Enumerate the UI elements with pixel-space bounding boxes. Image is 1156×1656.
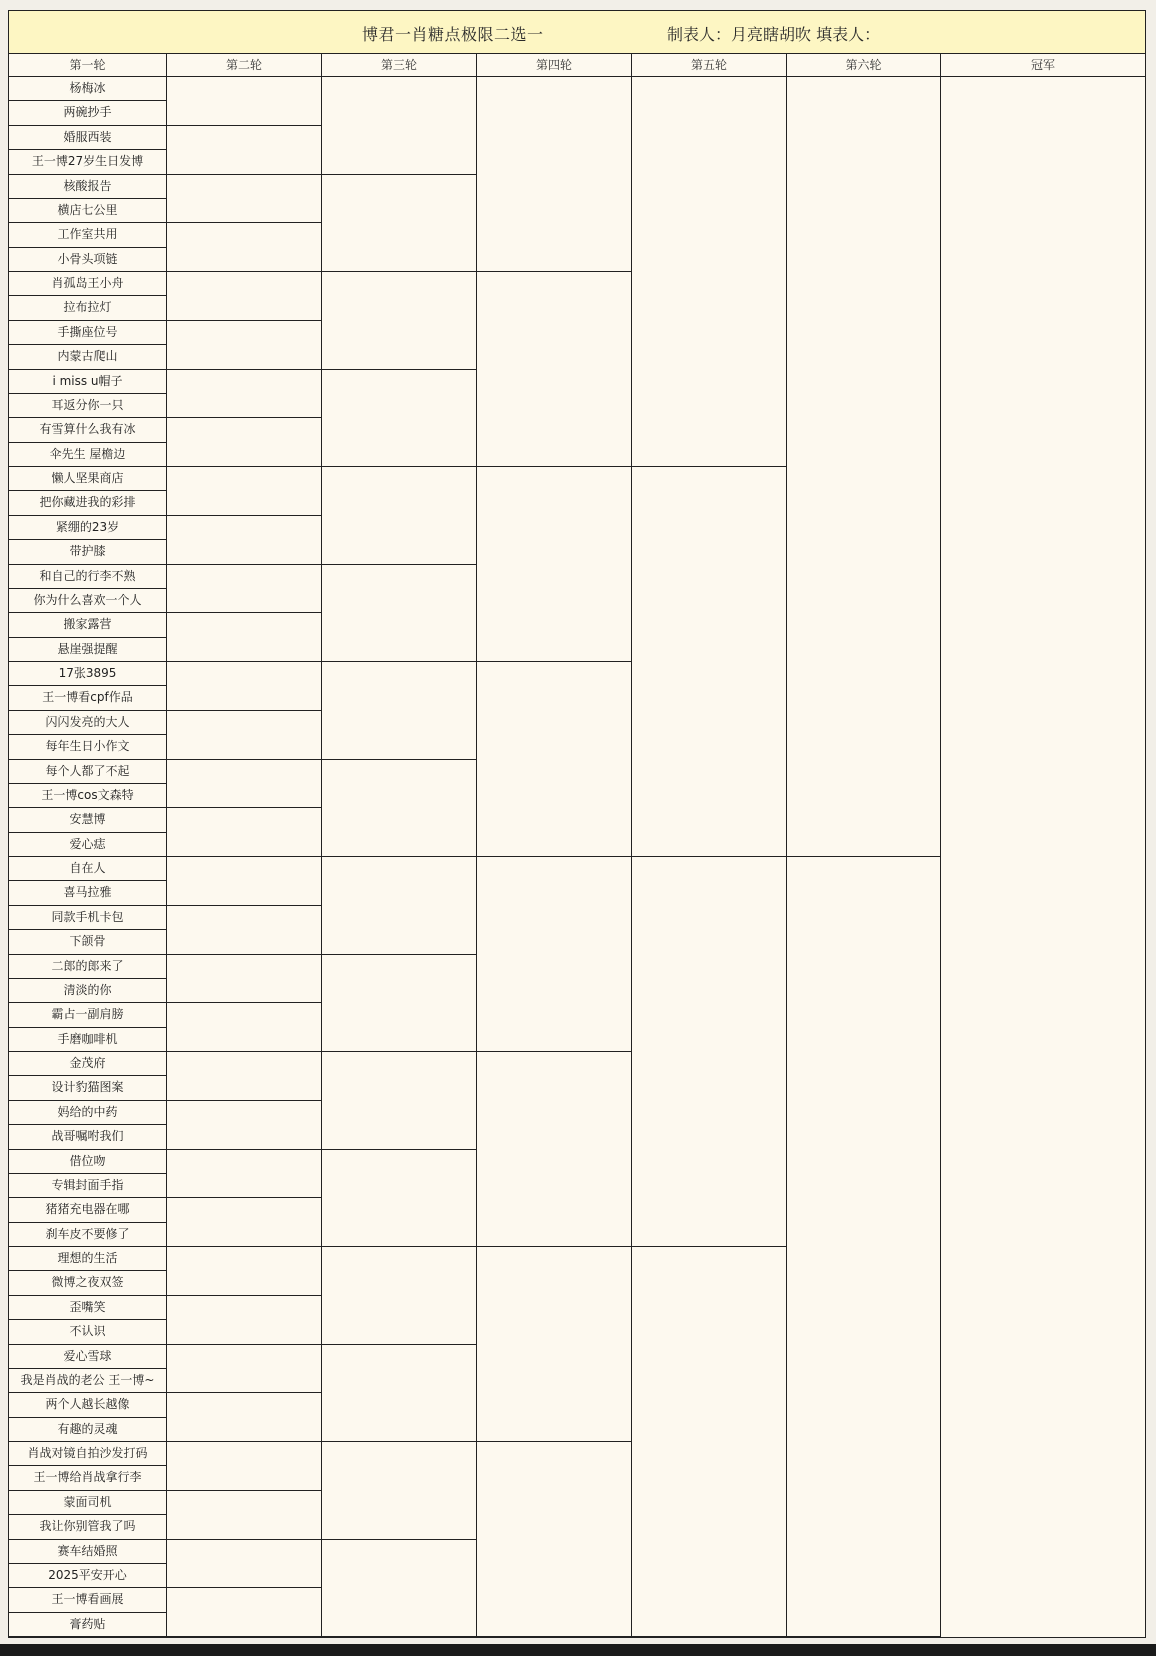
round-header-row: [9, 54, 1145, 77]
entry-cell: 战哥嘱咐我们: [9, 1125, 167, 1149]
round-5-cell[interactable]: [632, 467, 787, 857]
entry-cell: 核酸报告: [9, 175, 167, 199]
sheet-credits: 制表人：月亮瞎胡吹 填表人：: [667, 25, 881, 44]
round-4-cell[interactable]: [477, 857, 632, 1052]
round-3-cell[interactable]: [322, 955, 477, 1053]
round-5-cell[interactable]: [632, 77, 787, 467]
round-2-cell[interactable]: [167, 1247, 322, 1296]
entry-cell: 清淡的你: [9, 979, 167, 1003]
entry-cell: 每个人都了不起: [9, 760, 167, 784]
round-4-cell[interactable]: [477, 662, 632, 857]
entry-cell: 每年生日小作文: [9, 735, 167, 759]
entry-cell: 二郎的郎来了: [9, 955, 167, 979]
round-4-cell[interactable]: [477, 467, 632, 662]
round-2-cell[interactable]: [167, 272, 322, 321]
round-2-cell[interactable]: [167, 1296, 322, 1345]
round-3-cell[interactable]: [322, 1052, 477, 1150]
entry-cell: 我让你别管我了吗: [9, 1515, 167, 1539]
round-2-cell[interactable]: [167, 955, 322, 1004]
bracket-grid: [9, 77, 1145, 1637]
round-2-cell[interactable]: [167, 760, 322, 809]
entry-cell: 王一博27岁生日发博: [9, 150, 167, 174]
entry-cell: 爱心痣: [9, 833, 167, 857]
round-2-cell[interactable]: [167, 126, 322, 175]
entry-cell: 耳返分你一只: [9, 394, 167, 418]
entry-cell: 工作室共用: [9, 223, 167, 247]
entry-cell: 霸占一副肩膀: [9, 1003, 167, 1027]
entry-cell: 赛车结婚照: [9, 1540, 167, 1564]
entry-cell: 借位吻: [9, 1150, 167, 1174]
entry-cell: 自在人: [9, 857, 167, 881]
round-2-cell[interactable]: [167, 906, 322, 955]
entry-cell: 有趣的灵魂: [9, 1418, 167, 1442]
round-2-cell[interactable]: [167, 565, 322, 614]
round-4-cell[interactable]: [477, 77, 632, 272]
round-3-cell[interactable]: [322, 565, 477, 663]
round-3-cell[interactable]: [322, 175, 477, 273]
title-bar: [9, 11, 1145, 54]
entry-cell: 杨梅冰: [9, 77, 167, 101]
round-header-2: 第二轮: [167, 54, 322, 76]
entry-cell: 妈给的中药: [9, 1101, 167, 1125]
round-4-cell[interactable]: [477, 272, 632, 467]
round-6-cell[interactable]: [787, 857, 941, 1637]
entry-cell: 把你藏进我的彩排: [9, 491, 167, 515]
round-3-cell[interactable]: [322, 1150, 477, 1248]
entry-cell: 悬崖强提醒: [9, 638, 167, 662]
entry-cell: 喜马拉雅: [9, 881, 167, 905]
entry-cell: 我是肖战的老公 王一博~: [9, 1369, 167, 1393]
entry-cell: 两碗抄手: [9, 101, 167, 125]
entry-cell: 膏药贴: [9, 1613, 167, 1637]
round-5-cell[interactable]: [632, 857, 787, 1247]
sheet-title: 博君一肖糖点极限二选一: [362, 25, 544, 44]
entry-cell: 有雪算什么我有冰: [9, 418, 167, 442]
entry-cell: 肖孤岛王小舟: [9, 272, 167, 296]
round-2-cell[interactable]: [167, 1198, 322, 1247]
round-2-cell[interactable]: [167, 1003, 322, 1052]
round-3-cell[interactable]: [322, 370, 477, 468]
round-6-cell[interactable]: [787, 77, 941, 857]
entry-cell: 带护膝: [9, 540, 167, 564]
round-4-cell[interactable]: [477, 1052, 632, 1247]
entry-cell: 下颌骨: [9, 930, 167, 954]
round-3-cell[interactable]: [322, 1247, 477, 1345]
entry-cell: 2025平安开心: [9, 1564, 167, 1588]
entry-cell: 金茂府: [9, 1052, 167, 1076]
entry-cell: 歪嘴笑: [9, 1296, 167, 1320]
round-header-1: 第一轮: [9, 54, 167, 76]
entry-cell: 两个人越长越像: [9, 1393, 167, 1417]
entry-cell: 紧绷的23岁: [9, 516, 167, 540]
entry-cell: 专辑封面手指: [9, 1174, 167, 1198]
round-2-cell[interactable]: [167, 613, 322, 662]
round-2-cell[interactable]: [167, 857, 322, 906]
round-2-cell[interactable]: [167, 1345, 322, 1394]
bracket-sheet: [8, 10, 1146, 1638]
entry-cell: 小骨头项链: [9, 248, 167, 272]
round-2-cell[interactable]: [167, 1588, 322, 1637]
entry-cell: 王一博看cpf作品: [9, 686, 167, 710]
round-2-cell[interactable]: [167, 77, 322, 126]
entry-cell: 横店七公里: [9, 199, 167, 223]
round-3-cell[interactable]: [322, 1442, 477, 1540]
entry-cell: 王一博cos文森特: [9, 784, 167, 808]
round-header-7: 冠军: [1030, 58, 1055, 72]
entry-cell: 手撕座位号: [9, 321, 167, 345]
entry-cell: 懒人坚果商店: [9, 467, 167, 491]
round-2-cell[interactable]: [167, 321, 322, 370]
entry-cell: 不认识: [9, 1320, 167, 1344]
round-2-cell[interactable]: [167, 1540, 322, 1589]
round-3-cell[interactable]: [322, 1345, 477, 1443]
round-3-cell[interactable]: [322, 662, 477, 760]
round-3-cell[interactable]: [322, 1540, 477, 1638]
round-header-3: 第三轮: [322, 54, 477, 76]
entry-cell: 蒙面司机: [9, 1491, 167, 1515]
round-2-cell[interactable]: [167, 418, 322, 467]
bottom-edge-strip: [0, 1644, 1156, 1656]
entry-cell: 和自己的行李不熟: [9, 565, 167, 589]
entry-cell: 伞先生 屋檐边: [9, 443, 167, 467]
round-2-cell[interactable]: [167, 711, 322, 760]
round-3-cell[interactable]: [322, 467, 477, 565]
entry-cell: 王一博给肖战拿行李: [9, 1466, 167, 1490]
entry-cell: 闪闪发亮的大人: [9, 711, 167, 735]
entry-cell: 婚服西装: [9, 126, 167, 150]
entry-cell: 肖战对镜自拍沙发打码: [9, 1442, 167, 1466]
entry-cell: 设计豹猫图案: [9, 1076, 167, 1100]
entry-cell: i miss u帽子: [9, 370, 167, 394]
round-2-cell[interactable]: [167, 223, 322, 272]
round-2-cell[interactable]: [167, 1150, 322, 1199]
entry-cell: 拉布拉灯: [9, 296, 167, 320]
entry-cell: 微博之夜双签: [9, 1271, 167, 1295]
round-2-cell[interactable]: [167, 370, 322, 419]
round-3-cell[interactable]: [322, 77, 477, 175]
entry-cell: 同款手机卡包: [9, 906, 167, 930]
round-3-cell[interactable]: [322, 857, 477, 955]
entry-cell: 猪猪充电器在哪: [9, 1198, 167, 1222]
round-3-cell[interactable]: [322, 272, 477, 370]
round-2-cell[interactable]: [167, 662, 322, 711]
champion-cell[interactable]: [941, 77, 1145, 1637]
entry-cell: 王一博看画展: [9, 1588, 167, 1612]
entry-cell: 爱心雪球: [9, 1345, 167, 1369]
round-2-cell[interactable]: [167, 1052, 322, 1101]
round-3-cell[interactable]: [322, 760, 477, 858]
round-4-cell[interactable]: [477, 1442, 632, 1637]
entry-cell: 你为什么喜欢一个人: [9, 589, 167, 613]
round-2-cell[interactable]: [167, 1101, 322, 1150]
round-header-5: 第五轮: [632, 54, 787, 76]
entry-cell: 刹车皮不要修了: [9, 1223, 167, 1247]
round-2-cell[interactable]: [167, 1491, 322, 1540]
round-4-cell[interactable]: [477, 1247, 632, 1442]
round-2-cell[interactable]: [167, 175, 322, 224]
round-5-cell[interactable]: [632, 1247, 787, 1637]
entry-cell: 安慧博: [9, 808, 167, 832]
round-header-4: 第四轮: [477, 54, 632, 76]
entry-cell: 内蒙古爬山: [9, 345, 167, 369]
round-2-cell[interactable]: [167, 1393, 322, 1442]
round-2-cell[interactable]: [167, 808, 322, 857]
round-2-cell[interactable]: [167, 1442, 322, 1491]
entry-cell: 理想的生活: [9, 1247, 167, 1271]
entry-cell: 17张3895: [9, 662, 167, 686]
entry-cell: 手磨咖啡机: [9, 1028, 167, 1052]
round-2-cell[interactable]: [167, 467, 322, 516]
entry-cell: 搬家露营: [9, 613, 167, 637]
round-2-cell[interactable]: [167, 516, 322, 565]
round-header-6: 第六轮: [787, 54, 941, 76]
